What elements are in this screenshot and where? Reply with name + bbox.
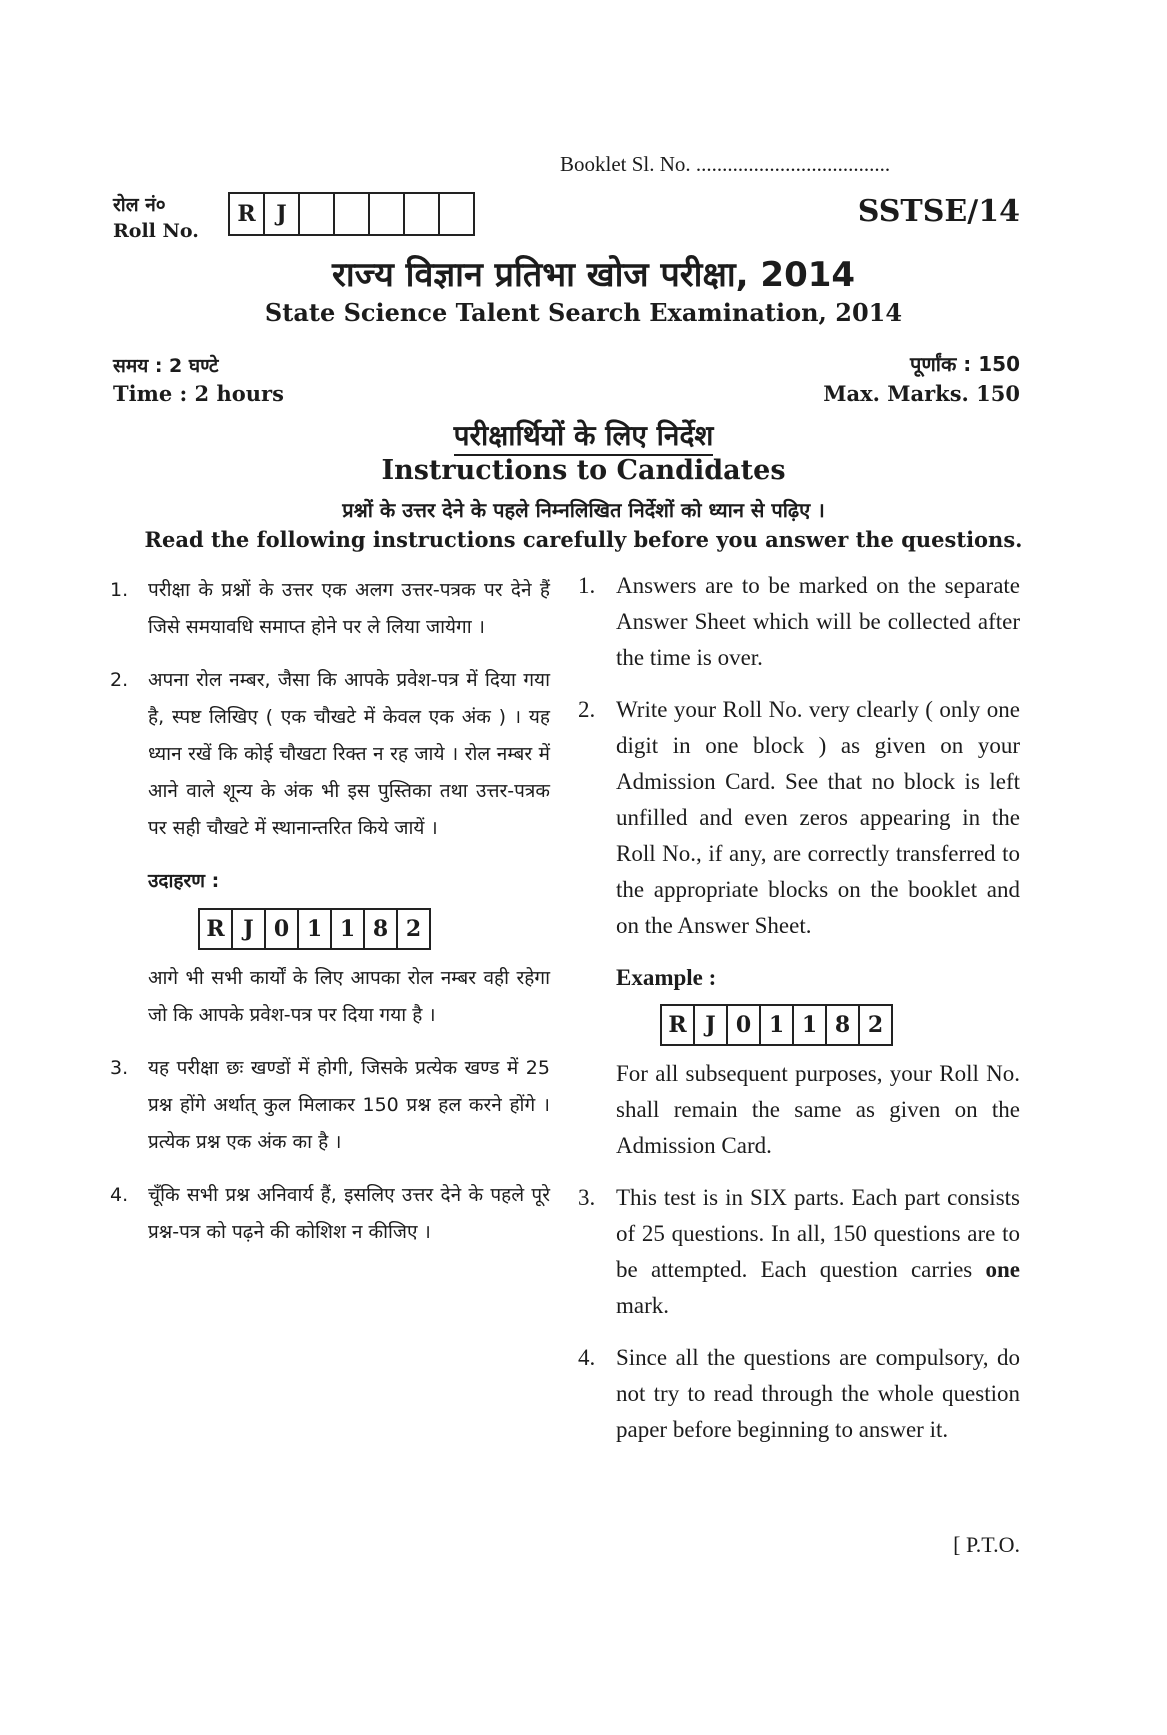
item-number: 2. [110, 669, 129, 691]
please-turn-over: [ P.T.O. [953, 1532, 1020, 1557]
example-roll-box: R [200, 910, 233, 948]
max-marks-hindi: पूर्णांक : 150 [909, 352, 1020, 376]
item-number: 1. [110, 579, 129, 601]
example-roll-box: R [662, 1006, 695, 1044]
item-text-bold: one [985, 1257, 1020, 1282]
example-roll-boxes [660, 1004, 893, 1046]
example-roll-box: 2 [867, 1012, 884, 1038]
instruction-item [110, 662, 550, 847]
paper-code: SSTSE/14 [857, 194, 1020, 229]
read-instructions-english: Read the following instructions carefully before you answer the questions. [144, 527, 1023, 552]
item-text [616, 1180, 1020, 1324]
roll-box: J [265, 194, 300, 234]
example-roll-boxes [198, 908, 431, 950]
item-number: 3. [110, 1057, 129, 1079]
roll-box [335, 194, 370, 234]
example-roll-box: 1 [299, 910, 332, 948]
instructions-heading-hindi [0, 416, 1167, 454]
instruction-item [110, 1177, 550, 1251]
example-roll-box: J [233, 910, 266, 948]
roll-box: R [230, 194, 265, 234]
item-text: Answers are to be marked on the separate Answer Sheet which will be collected after the time is over. [616, 573, 1020, 670]
roll-number-boxes [228, 192, 475, 236]
item-number: 3. [578, 1185, 596, 1210]
example-roll-box: 2 [405, 916, 422, 942]
read-instructions-hindi: प्रश्नों के उत्तर देने के पहले निम्नलिखित निर्देशों को ध्यान से पढ़िए । [342, 498, 825, 522]
instruction-item [578, 692, 1020, 944]
item-number: 1. [578, 573, 596, 598]
roll-label-hindi: रोल नं० [113, 194, 166, 216]
item-number: 4. [578, 1345, 596, 1370]
example-label: उदाहरण : [148, 870, 220, 892]
instruction-item [110, 572, 550, 646]
item-text: अपना रोल नम्बर, जैसा कि आपके प्रवेश-पत्र में दिया गया है, स्पष्ट लिखिए ( एक चौखटे में केवल एक अंक ) । यह ध्यान रखें कि कोई चौखटा रिक्त न रह जाये । रोल नम्बर में आने वाले शून्य के अंक भी इस पुस्तिका तथा उत्तर-पत्रक पर सही चौखटे में स्थानान्तरित किये जायें । [148, 669, 550, 839]
roll-label-english: Roll No. [113, 220, 199, 242]
example-roll-box: 0 [266, 910, 299, 948]
example-roll-box: 1 [761, 1006, 794, 1044]
exam-title-hindi: राज्य विज्ञान प्रतिभा खोज परीक्षा, 2014 [331, 255, 856, 295]
instruction-item [578, 1340, 1020, 1448]
instructions-heading-hindi-text: परीक्षार्थियों के लिए निर्देश [454, 419, 714, 456]
instruction-item [110, 1050, 550, 1161]
example-note: For all subsequent purposes, your Roll No. shall remain the same as given on the Admission Card. [616, 1061, 1020, 1158]
example-roll-box: 1 [332, 910, 365, 948]
instruction-item [578, 1180, 1020, 1324]
exam-title-english: State Science Talent Search Examination, 2014 [264, 298, 903, 327]
item-text-part: This test is in SIX parts. Each part consists of 25 questions. In all, 150 questions are to be attempted. Each question carries [616, 1185, 1020, 1282]
max-marks-english: Max. Marks. 150 [823, 381, 1020, 406]
example-roll-box: 1 [794, 1006, 827, 1044]
example-roll-box: 8 [365, 910, 398, 948]
example-note: आगे भी सभी कार्यों के लिए आपका रोल नम्बर वही रहेगा जो कि आपके प्रवेश-पत्र पर दिया गया है । [148, 967, 550, 1026]
item-text: Write your Roll No. very clearly ( only one digit in one block ) as given on your Admission Card. See that no block is left unfilled and even zeros appearing in the Roll No., if any, are correctly transferred to the appropriate blocks on the booklet and on the Answer Sheet. [616, 697, 1020, 938]
instructions-heading-english: Instructions to Candidates [381, 455, 786, 486]
english-instructions-column [578, 568, 1020, 1464]
roll-box [440, 194, 473, 234]
roll-box [370, 194, 405, 234]
roll-number-label [113, 192, 199, 244]
example-label: Example : [616, 965, 717, 990]
example-roll-box: 0 [728, 1006, 761, 1044]
item-text-part: mark. [616, 1293, 670, 1318]
item-text: चूँकि सभी प्रश्न अनिवार्य हैं, इसलिए उत्तर देने के पहले पूरे प्रश्न-पत्र को पढ़ने की कोशिश न कीजिए । [148, 1184, 550, 1243]
item-number: 2. [578, 697, 596, 722]
instruction-item [578, 568, 1020, 676]
hindi-instructions-column [110, 572, 550, 1267]
booklet-serial-number: Booklet Sl. No. ..................................... [560, 152, 891, 176]
roll-box [405, 194, 440, 234]
roll-box [300, 194, 335, 234]
item-number: 4. [110, 1184, 129, 1206]
item-text: परीक्षा के प्रश्नों के उत्तर एक अलग उत्तर-पत्रक पर देने हैं जिसे समयावधि समाप्त होने पर ले लिया जायेगा । [148, 579, 550, 638]
example-roll-box: J [695, 1006, 728, 1044]
time-hindi: समय : 2 घण्टे [113, 355, 219, 377]
time-english: Time : 2 hours [113, 381, 284, 406]
example-roll-box: 8 [827, 1006, 860, 1044]
item-text: Since all the questions are compulsory, do not try to read through the whole question paper before beginning to answer it. [616, 1345, 1020, 1442]
item-text: यह परीक्षा छः खण्डों में होगी, जिसके प्रत्येक खण्ड में 25 प्रश्न होंगे अर्थात् कुल मिलाकर 150 प्रश्न हल करने होंगे । प्रत्येक प्रश्न एक अंक का है । [148, 1057, 550, 1153]
